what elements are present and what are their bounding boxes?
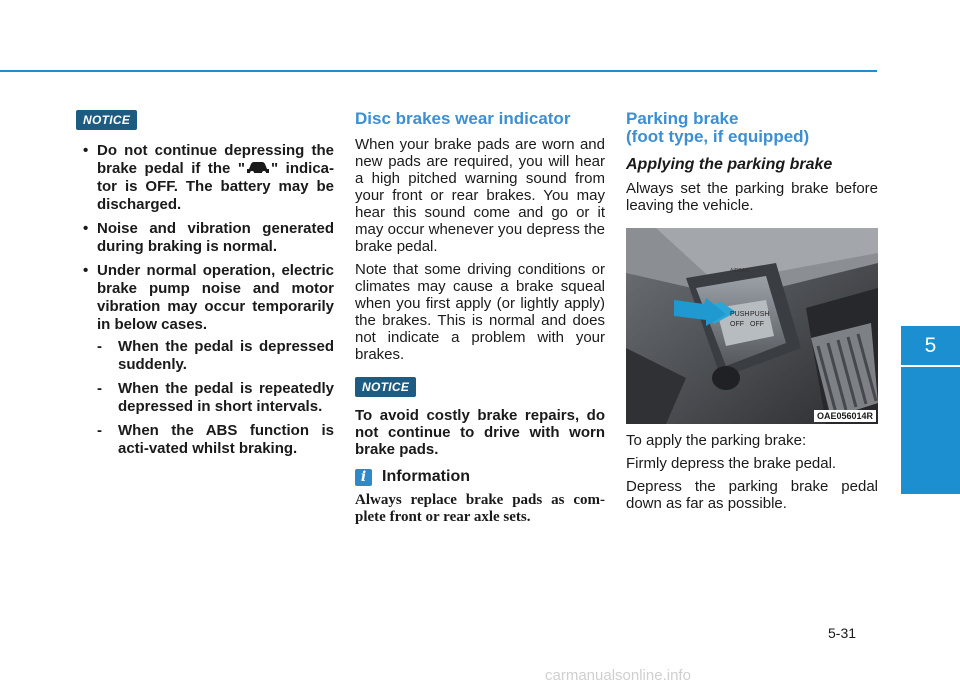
step-text: Depress the parking brake pedal down as far as possible. [626, 478, 878, 512]
sub-list [97, 338, 334, 458]
paragraph: When your brake pads are worn and new pads are required, you will hear a high pitched warning sound from your front or rear brakes. You may hear this sound come and go or it may occur whenever you depress the brake pedal. [355, 136, 605, 255]
notice-badge: NOTICE [76, 110, 137, 130]
svg-text:PUSH: PUSH [730, 311, 750, 318]
chapter-title: Driving your vehicle [884, 369, 899, 499]
chapter-number: 5 [924, 334, 937, 357]
header-rule [0, 70, 877, 72]
paragraph: Always set the parking brake before leaving the vehicle. [626, 180, 878, 214]
sub-item: - When the ABS function is acti-vated whilst braking. [97, 422, 334, 457]
right-column [626, 110, 878, 518]
parking-brake-illustration [626, 228, 878, 424]
car-ready-indicator-icon [245, 160, 271, 176]
svg-text:AIRBAG: AIRBAG [730, 268, 749, 274]
notice-badge: NOTICE [355, 377, 416, 397]
chapter-tab [901, 326, 960, 494]
sub-item: - When the pedal is depressed suddenly. [97, 338, 334, 373]
chapter-tab-divider [901, 365, 960, 367]
subheading: Applying the parking brake [626, 156, 833, 173]
step-text: Firmly depress the brake pedal. [626, 455, 837, 472]
information-text: Always replace brake pads as com-plete front or rear axle sets. [355, 492, 605, 525]
section-heading: Parking brake (foot type, if equipped) [626, 109, 810, 146]
information-header [355, 468, 605, 486]
bullet-item: • Do not continue depressing the brake pedal if the " " indica-tor is OFF. The battery may be discharged. [76, 142, 334, 214]
sub-item: - When the pedal is repeatedly depressed in short intervals. [97, 380, 334, 415]
page-number: 5-31 [828, 625, 857, 641]
paragraph: Note that some driving conditions or climates may cause a brake squeal when you first apply (or lightly apply) the brakes. This is normal and does not indicate a problem with your brakes. [355, 261, 605, 363]
svg-text:OFF: OFF [750, 321, 764, 328]
notice-text: To avoid costly brake repairs, do not continue to drive with worn brake pads. [355, 407, 605, 458]
notice-bullet-list [76, 142, 334, 458]
bullet-item: • Noise and vibration generated during braking is normal. [76, 220, 334, 256]
left-column [76, 110, 334, 464]
image-caption: OAE056014R [814, 410, 876, 422]
information-title: Information [382, 468, 470, 485]
step-text: To apply the parking brake: [626, 432, 807, 449]
svg-text:OFF: OFF [730, 321, 744, 328]
section-heading: Disc brakes wear indicator [355, 109, 571, 128]
svg-text:PUSH: PUSH [750, 311, 770, 318]
middle-column [355, 110, 605, 532]
footer-watermark: carmanualsonline.info [545, 667, 691, 684]
info-icon: i [355, 469, 372, 486]
bullet-item: • Under normal operation, electric brake pump noise and motor vibration may occur temporarily in below cases. - When the pedal is depressed suddenly. - When the pedal is repeatedly depressed in short intervals. - When the ABS function is acti-vated whilst braking. [76, 262, 334, 458]
parking-brake-photo [626, 228, 878, 424]
